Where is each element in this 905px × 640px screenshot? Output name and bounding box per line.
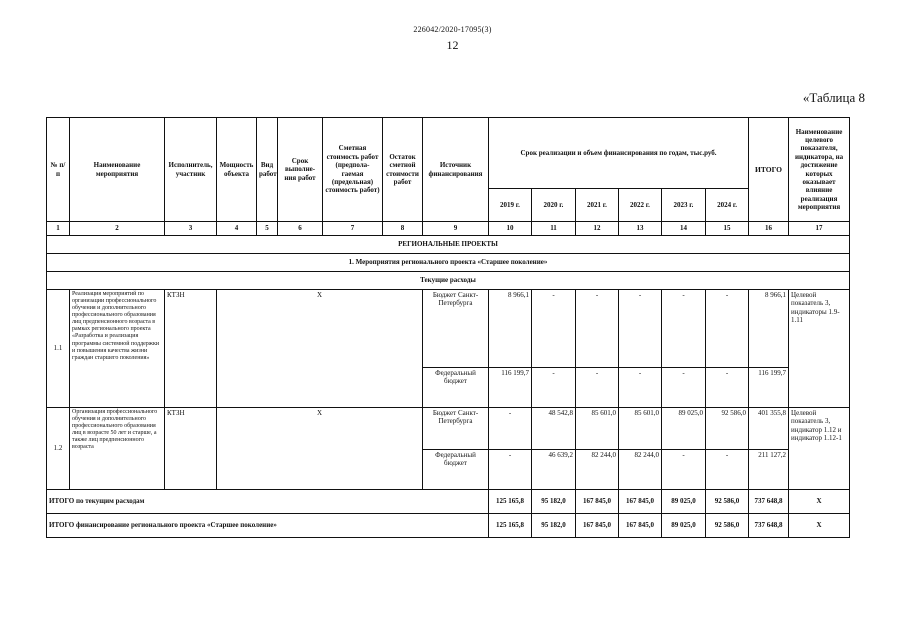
col-header-indicator: Наименование целевого показателя, индикатора, на достижение которых оказывает влияние реализация мероприятия bbox=[789, 118, 850, 222]
table-caption: «Таблица 8 bbox=[802, 90, 865, 105]
year-value: - bbox=[706, 368, 749, 408]
year-value: 92 586,0 bbox=[706, 408, 749, 450]
row-number: 1.1 bbox=[47, 290, 70, 408]
section-regional-projects: РЕГИОНАЛЬНЫЕ ПРОЕКТЫ bbox=[47, 236, 850, 254]
column-number: 12 bbox=[576, 222, 619, 236]
column-number: 17 bbox=[789, 222, 850, 236]
year-value: 85 601,0 bbox=[619, 408, 662, 450]
year-value: 46 639,2 bbox=[532, 450, 576, 490]
not-applicable-mark: Х bbox=[217, 408, 423, 490]
year-value: - bbox=[619, 368, 662, 408]
column-number-row bbox=[47, 222, 850, 236]
total-year-value: 167 845,0 bbox=[619, 514, 662, 538]
col-header-num: № п/п bbox=[47, 118, 70, 222]
funding-source: Федеральный бюджет bbox=[423, 368, 489, 408]
year-value: - bbox=[706, 290, 749, 368]
section-regional-row bbox=[47, 236, 850, 254]
year-value: - bbox=[662, 290, 706, 368]
column-number: 9 bbox=[423, 222, 489, 236]
column-number: 15 bbox=[706, 222, 749, 236]
col-header-total: ИТОГО bbox=[749, 118, 789, 222]
col-header-remainder: Остаток сметной стоимости работ bbox=[383, 118, 423, 222]
header-row bbox=[47, 118, 850, 189]
total-year-value: 125 165,8 bbox=[489, 490, 532, 514]
year-value: 85 601,0 bbox=[576, 408, 619, 450]
year-header: 2022 г. bbox=[619, 189, 662, 222]
year-value: 116 199,7 bbox=[489, 368, 532, 408]
total-year-value: 92 586,0 bbox=[706, 514, 749, 538]
activity-name: Реализация мероприятий по организации профессионального обучения и дополнительного профессионального образования лиц предпенсионного возраста в рамках регионального проекта «Разработка и реализация программы системной поддержки и повышения качества жизни граждан старшего поколения» bbox=[70, 290, 165, 408]
row-total: 8 966,1 bbox=[749, 290, 789, 368]
executor: КТЗН bbox=[165, 290, 217, 408]
document-id: 226042/2020-17095(3) bbox=[413, 25, 492, 34]
year-header: 2024 г. bbox=[706, 189, 749, 222]
year-value: - bbox=[532, 368, 576, 408]
column-number: 5 bbox=[257, 222, 278, 236]
column-number: 8 bbox=[383, 222, 423, 236]
row-total: 401 355,8 bbox=[749, 408, 789, 450]
totals-label: ИТОГО по текущим расходам bbox=[47, 490, 489, 514]
year-value: 89 025,0 bbox=[662, 408, 706, 450]
total-year-value: 125 165,8 bbox=[489, 514, 532, 538]
target-indicator: Целевой показатель 3, индикатор 1.12 и индикатор 1.12-1 bbox=[789, 408, 850, 490]
column-number: 16 bbox=[749, 222, 789, 236]
total-year-value: 92 586,0 bbox=[706, 490, 749, 514]
column-number: 6 bbox=[278, 222, 323, 236]
column-number: 1 bbox=[47, 222, 70, 236]
section-current-row bbox=[47, 272, 850, 290]
total-year-value: 167 845,0 bbox=[619, 490, 662, 514]
year-header: 2020 г. bbox=[532, 189, 576, 222]
year-value: - bbox=[489, 450, 532, 490]
financing-table bbox=[46, 117, 850, 538]
total-year-value: 167 845,0 bbox=[576, 490, 619, 514]
year-value: - bbox=[706, 450, 749, 490]
column-number: 14 bbox=[662, 222, 706, 236]
grand-total: 737 648,8 bbox=[749, 514, 789, 538]
year-value: - bbox=[489, 408, 532, 450]
col-header-capacity: Мощность объекта bbox=[217, 118, 257, 222]
total-year-value: 89 025,0 bbox=[662, 514, 706, 538]
funding-source: Бюджет Санкт-Петербурга bbox=[423, 408, 489, 450]
column-number: 2 bbox=[70, 222, 165, 236]
grand-total: 737 648,8 bbox=[749, 490, 789, 514]
year-header: 2023 г. bbox=[662, 189, 706, 222]
col-header-period: Срок реализации и объем финансирования по годам, тыс.руб. bbox=[489, 118, 749, 189]
totals-row bbox=[47, 490, 850, 514]
row-total: 116 199,7 bbox=[749, 368, 789, 408]
executor: КТЗН bbox=[165, 408, 217, 490]
row-total: 211 127,2 bbox=[749, 450, 789, 490]
year-value: 8 966,1 bbox=[489, 290, 532, 368]
col-header-deadline: Срок выполне-ния работ bbox=[278, 118, 323, 222]
col-header-source: Источник финансирования bbox=[423, 118, 489, 222]
col-header-executor: Исполнитель, участник bbox=[165, 118, 217, 222]
col-header-name: Наименование мероприятия bbox=[70, 118, 165, 222]
not-applicable-mark: Х bbox=[217, 290, 423, 408]
section-current-expenses: Текущие расходы bbox=[47, 272, 850, 290]
page-number: 12 bbox=[446, 38, 459, 52]
column-number: 4 bbox=[217, 222, 257, 236]
year-value: 48 542,8 bbox=[532, 408, 576, 450]
year-header: 2021 г. bbox=[576, 189, 619, 222]
total-year-value: 95 182,0 bbox=[532, 514, 576, 538]
section-project-title: 1. Мероприятия регионального проекта «Старшее поколение» bbox=[47, 254, 850, 272]
year-value: - bbox=[532, 290, 576, 368]
column-number: 11 bbox=[532, 222, 576, 236]
target-indicator: Целевой показатель 3, индикаторы 1.9-1.11 bbox=[789, 290, 850, 408]
column-number: 3 bbox=[165, 222, 217, 236]
not-applicable-mark: Х bbox=[789, 490, 850, 514]
year-value: 82 244,0 bbox=[619, 450, 662, 490]
table-row bbox=[47, 408, 850, 450]
not-applicable-mark: Х bbox=[789, 514, 850, 538]
section-project-row bbox=[47, 254, 850, 272]
funding-source: Бюджет Санкт-Петербурга bbox=[423, 290, 489, 368]
col-header-estimate: Сметная стоимость работ (предпола-гаемая (предельная) стоимость работ) bbox=[323, 118, 383, 222]
year-value: - bbox=[619, 290, 662, 368]
row-number: 1.2 bbox=[47, 408, 70, 490]
year-value: 82 244,0 bbox=[576, 450, 619, 490]
column-number: 13 bbox=[619, 222, 662, 236]
table-row bbox=[47, 290, 850, 368]
year-value: - bbox=[576, 368, 619, 408]
column-number: 10 bbox=[489, 222, 532, 236]
total-year-value: 89 025,0 bbox=[662, 490, 706, 514]
activity-name: Организация профессионального обучения и дополнительного профессионального образования лиц в возрасте 50 лет и старше, а также лиц предпенсионного возраста bbox=[70, 408, 165, 490]
funding-source: Федеральный бюджет bbox=[423, 450, 489, 490]
year-value: - bbox=[576, 290, 619, 368]
total-year-value: 95 182,0 bbox=[532, 490, 576, 514]
totals-row bbox=[47, 514, 850, 538]
total-year-value: 167 845,0 bbox=[576, 514, 619, 538]
year-header: 2019 г. bbox=[489, 189, 532, 222]
year-value: - bbox=[662, 450, 706, 490]
totals-label: ИТОГО финансирование регионального проекта «Старшее поколение» bbox=[47, 514, 489, 538]
col-header-work-type: Вид работ bbox=[257, 118, 278, 222]
year-value: - bbox=[662, 368, 706, 408]
column-number: 7 bbox=[323, 222, 383, 236]
